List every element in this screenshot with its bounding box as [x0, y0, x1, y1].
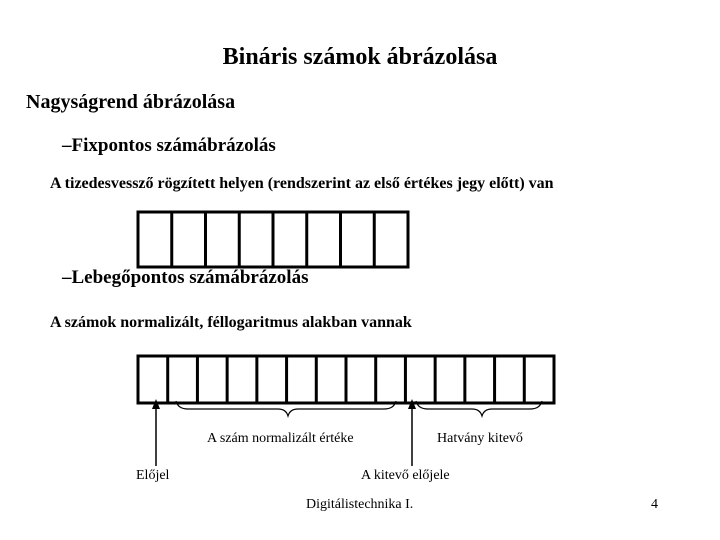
fixed-point-register — [138, 212, 408, 267]
mantissa-label: A szám normalizált értéke — [207, 431, 354, 446]
page-number: 4 — [651, 497, 658, 512]
page-title: Bináris számok ábrázolása — [222, 44, 498, 70]
floating-point-register — [138, 356, 554, 403]
sign-label: Előjel — [136, 468, 170, 483]
exponent-label: Hatvány kitevő — [437, 431, 523, 446]
fixed-point-heading: –Fixpontos számábrázolás — [62, 135, 276, 156]
fixed-point-description: A tizedesvessző rögzített helyen (rendszerint az első értékes jegy előtt) van — [50, 175, 554, 192]
exponent-sign-label: A kitevő előjele — [361, 468, 450, 483]
floating-point-heading: –Lebegőpontos számábrázolás — [62, 267, 309, 288]
footer-course: Digitálistechnika I. — [306, 497, 414, 512]
section-heading: Nagyságrend ábrázolása — [26, 91, 236, 113]
floating-point-description: A számok normalizált, féllogaritmus alakban vannak — [50, 314, 412, 331]
